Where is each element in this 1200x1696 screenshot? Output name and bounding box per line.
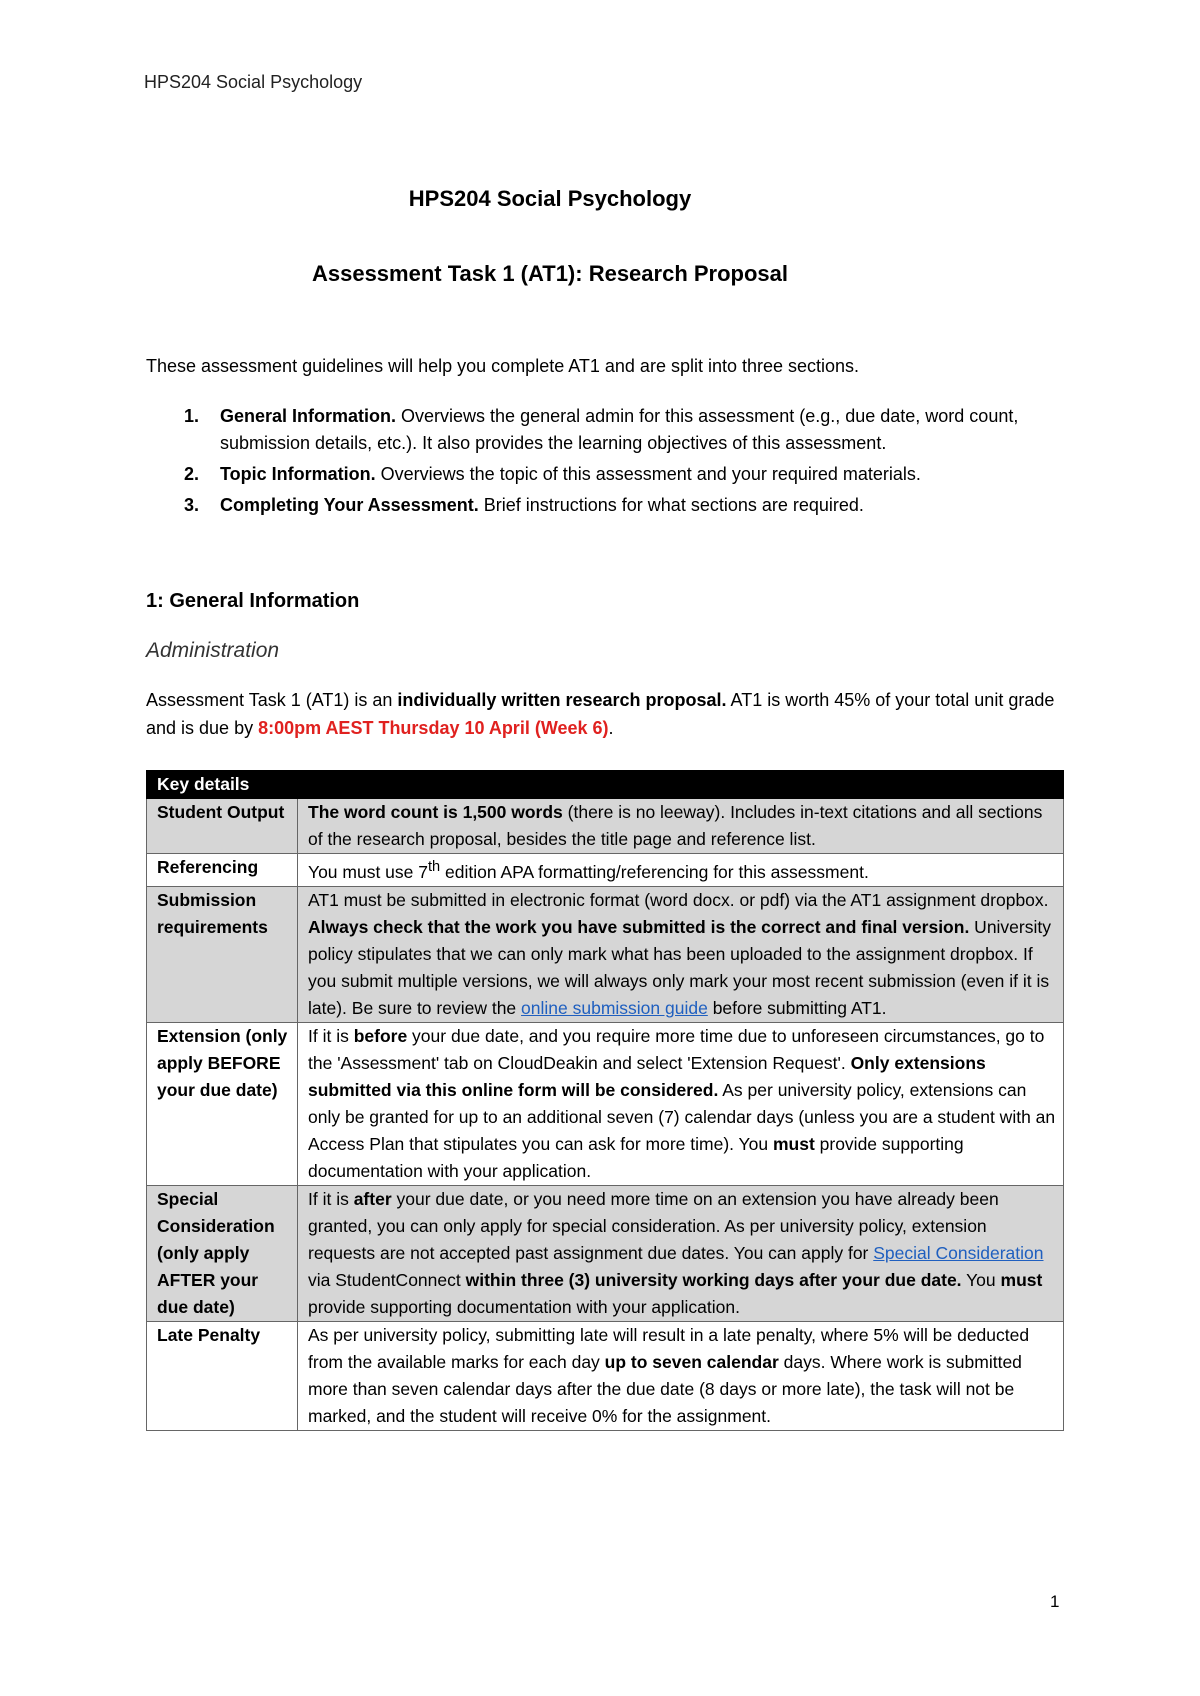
list-item-text: Overviews the topic of this assessment and your required materials.	[375, 464, 921, 484]
row-text: edition APA formatting/referencing for this assessment.	[440, 861, 869, 882]
list-number: 3.	[184, 495, 200, 515]
key-details-table	[146, 770, 1064, 1431]
row-text: As per university policy, submitting late will result in a late penalty, where 5% will be deducted from the available marks for each day	[308, 1324, 1030, 1372]
assessment-title: Assessment Task 1 (AT1): Research Proposal	[311, 261, 789, 286]
row-label: Late Penalty	[147, 1321, 298, 1430]
row-bold: must	[1000, 1269, 1043, 1290]
row-label: Referencing	[147, 854, 298, 887]
list-item-title: Topic Information.	[220, 464, 376, 484]
list-item-title: General Information.	[220, 406, 397, 426]
row-text: AT1 must be submitted in electronic format (word docx. or pdf) via the AT1 assignment dropbox.	[308, 889, 1049, 910]
admin-bold: individually written research proposal.	[397, 690, 727, 710]
row-content	[298, 886, 1064, 1022]
list-item	[146, 461, 1066, 488]
admin-text: AT1 is worth 45% of your total unit grade and is due by	[146, 690, 1055, 738]
row-text: provide supporting documentation with your application.	[308, 1296, 740, 1317]
row-content	[298, 799, 1064, 854]
row-bold: The word count is 1,500 words	[308, 802, 563, 822]
row-bold: must	[772, 1133, 815, 1154]
row-text: provide supporting documentation with your application.	[308, 1133, 964, 1181]
list-item-text: Overviews the general admin for this assessment (e.g., due date, word count, submission details, etc.). It also provides the learning objectives of this assessment.	[220, 406, 1019, 453]
row-content	[298, 1022, 1064, 1185]
row-text: As per university policy, extensions can only be granted for up to an additional seven (7) calendar days (unless you are a student with an Access Plan that stipulates you can ask for more time). You	[308, 1079, 1056, 1154]
row-text: If it is	[308, 1025, 354, 1046]
list-number: 1.	[184, 406, 200, 426]
list-item-text: Brief instructions for what sections are required.	[478, 495, 864, 515]
list-item	[146, 492, 1066, 519]
online-submission-guide-link[interactable]: online submission guide	[521, 997, 708, 1018]
due-date: 8:00pm AEST Thursday 10 April (Week 6)	[258, 718, 609, 738]
page-number: 1	[1050, 1592, 1060, 1611]
special-consideration-link[interactable]: Special Consideration	[873, 1242, 1044, 1263]
row-content	[298, 1185, 1064, 1321]
list-item	[146, 403, 1066, 457]
row-content	[298, 1321, 1064, 1430]
row-bold: Only extensions submitted via this online form will be considered.	[308, 1052, 986, 1100]
row-text: days. Where work is submitted more than seven calendar days after the due date (8 days or more late), the task will not be marked, and the student will receive 0% for the assignment.	[308, 1351, 1022, 1426]
admin-text: .	[608, 718, 614, 738]
row-content	[298, 854, 1064, 887]
intro-paragraph: These assessment guidelines will help you complete AT1 and are split into three sections.	[146, 356, 860, 376]
admin-paragraph	[146, 686, 1066, 742]
table-row	[147, 799, 1064, 854]
row-text: before submitting AT1.	[707, 997, 887, 1018]
list-item-title: Completing Your Assessment.	[220, 495, 479, 515]
row-bold: before	[353, 1025, 408, 1046]
row-text: via StudentConnect	[308, 1269, 466, 1290]
table-row	[147, 1321, 1064, 1430]
row-text: If it is	[308, 1188, 354, 1209]
row-text: (there is no leeway). Includes in-text citations and all sections of the research proposal, besides the title page and reference list.	[308, 802, 1043, 849]
row-label: Special Consideration (only apply AFTER your due date)	[147, 1185, 298, 1321]
table-row	[147, 1022, 1064, 1185]
superscript: th	[428, 859, 441, 875]
row-text: University policy stipulates that we can only mark what has been uploaded to the assignment dropbox. If you submit multiple versions, we will always only mark your most recent submission (even if it is late). Be sure to review the	[308, 916, 1051, 1018]
section-heading: 1: General Information	[146, 590, 360, 612]
row-bold: after	[353, 1188, 392, 1209]
subsection-heading: Administration	[146, 639, 280, 662]
row-bold: up to seven calendar	[604, 1351, 779, 1372]
row-label: Student Output	[147, 799, 298, 854]
table-header: Key details	[147, 771, 1064, 799]
admin-text: Assessment Task 1 (AT1) is an	[146, 690, 398, 710]
table-header-row	[147, 771, 1064, 799]
row-bold: Always check that the work you have submitted is the correct and final version.	[308, 916, 970, 937]
list-number: 2.	[184, 464, 200, 484]
row-text: You must use 7	[308, 861, 428, 882]
row-text: your due date, or you need more time on an extension you have already been granted, you can only apply for special consideration. As per university policy, extension requests are not accepted past assignment due dates. You can apply for	[308, 1188, 999, 1263]
sections-list	[146, 403, 1066, 523]
course-title: HPS204 Social Psychology	[408, 186, 692, 211]
table-row	[147, 1185, 1064, 1321]
table-row	[147, 854, 1064, 887]
row-bold: within three (3) university working days after your due date.	[465, 1269, 962, 1290]
row-text: your due date, and you require more time due to unforeseen circumstances, go to the 'Assessment' tab on CloudDeakin and select 'Extension Request'.	[308, 1025, 1045, 1073]
row-label: Submission requirements	[147, 886, 298, 1022]
row-text: You	[961, 1269, 1001, 1290]
table-row	[147, 886, 1064, 1022]
running-header: HPS204 Social Psychology	[144, 72, 363, 92]
row-label: Extension (only apply BEFORE your due date)	[147, 1022, 298, 1185]
